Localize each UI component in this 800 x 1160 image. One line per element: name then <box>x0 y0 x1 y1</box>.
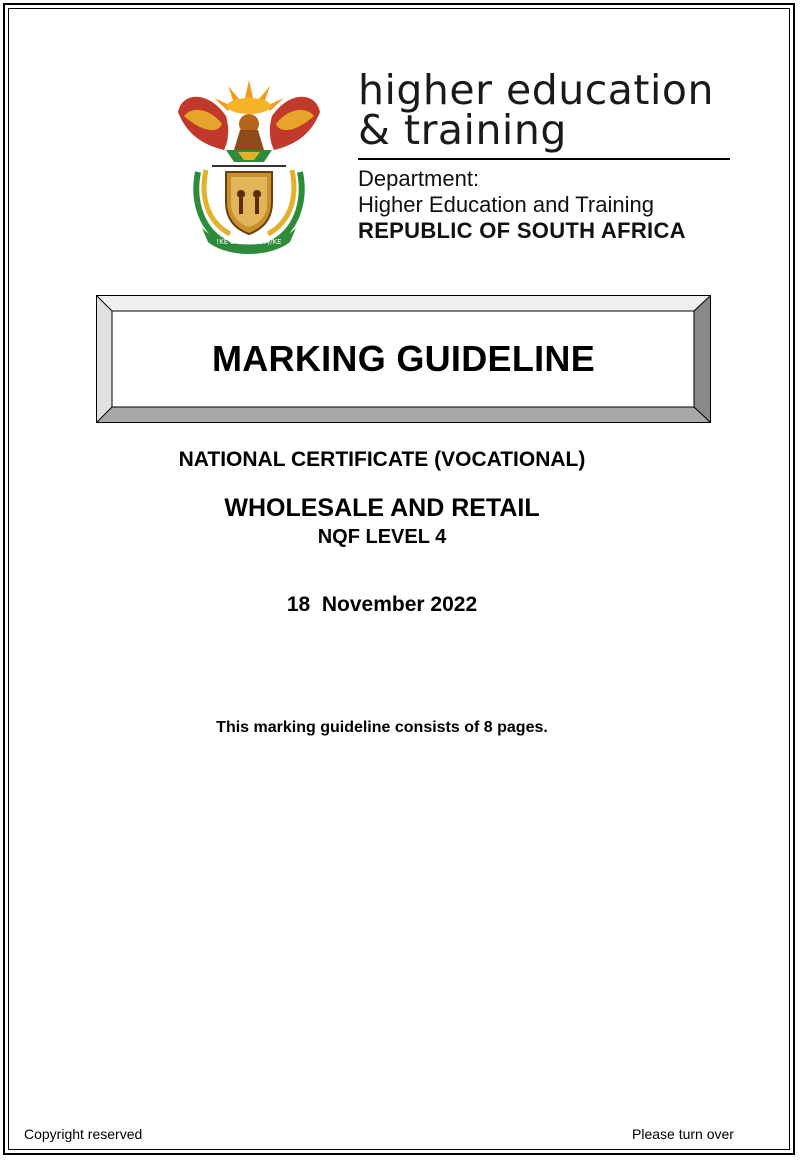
department-block <box>358 166 738 244</box>
footer-copyright: Copyright reserved <box>24 1126 143 1142</box>
country-name: REPUBLIC OF SOUTH AFRICA <box>358 218 686 243</box>
brand-line-1: higher education <box>358 66 714 114</box>
nqf-level: NQF LEVEL 4 <box>317 526 447 548</box>
coat-of-arms-icon <box>168 72 330 254</box>
department-label: Department: <box>358 166 480 191</box>
brand-divider <box>358 158 730 160</box>
pages-note: This marking guideline consists of 8 pages. <box>216 719 548 736</box>
certificate-name: NATIONAL CERTIFICATE (VOCATIONAL) <box>178 448 586 471</box>
document-title: MARKING GUIDELINE <box>211 338 596 379</box>
subject-name: WHOLESALE AND RETAIL <box>224 494 540 522</box>
brand-line-2: & training <box>358 106 567 154</box>
department-name: Higher Education and Training <box>358 192 654 217</box>
exam-date: 18 November 2022 <box>286 593 478 616</box>
title-box <box>96 295 711 423</box>
svg-text:!KE E: /XARRA //KE: !KE E: /XARRA //KE <box>216 238 282 246</box>
footer-turn-over: Please turn over <box>632 1126 734 1142</box>
brand-block <box>358 66 738 154</box>
